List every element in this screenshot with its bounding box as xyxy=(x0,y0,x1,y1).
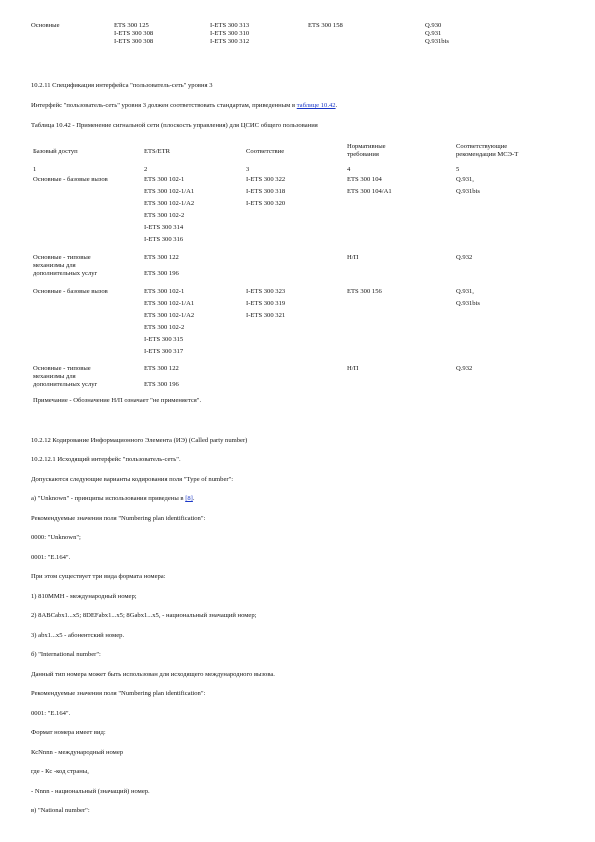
table-cell: Q.931, xyxy=(456,176,474,183)
label-line: Основные - типовые xyxy=(33,365,91,372)
paragraph: - Nnnn - национальный (значащий) номер. xyxy=(31,788,150,795)
top-table-cell: ETS 300 125 xyxy=(114,22,149,29)
paragraph: Данный тип номера может быть использован для исходящего международного вызова. xyxy=(31,671,275,678)
paragraph: в) "National number": xyxy=(31,807,90,814)
top-table-cell: I-ETS 300 308 xyxy=(114,30,154,37)
top-table-cell: I-ETS 300 313 xyxy=(210,22,250,29)
table-header-requirements xyxy=(347,143,386,159)
paragraph-text: а) "Unknown" - принципы использования приведены в xyxy=(31,495,184,502)
table-cell: Н/П xyxy=(347,365,359,372)
top-table-col1: Основные xyxy=(31,22,60,29)
label-line: механизмы для xyxy=(33,262,76,269)
subsection-heading: 10.2.12.1 Исходящий интерфейс "пользователь-сеть". xyxy=(31,456,181,463)
label-line: Основные - типовые xyxy=(33,254,91,261)
table-cell: ETS 300 122 xyxy=(144,365,179,372)
table-cell: I-ETS 300 322 xyxy=(246,176,286,183)
paragraph: 2) 8ABCabx1...x5; 8DEFabx1...x5; 8Gabx1...x5, - национальный значащий номер; xyxy=(31,612,257,619)
table-caption: Таблица 10.42 - Применение сигнальной сети (плоскость управления) для ЦСИС общего пользования xyxy=(31,122,318,129)
paragraph-text: Интерфейс "пользователь-сеть" уровня 3 должен соответствовать стандартам, приведенным в xyxy=(31,102,296,109)
group-label xyxy=(33,254,97,278)
paragraph: где - Кс -код страны, xyxy=(31,768,89,775)
table-cell: I-ETS 300 321 xyxy=(246,312,286,319)
table-cell: ETS 300 102-1 xyxy=(144,176,185,183)
paragraph: Допускаются следующие варианты кодирования поля "Type of number": xyxy=(31,476,234,483)
table-cell: I-ETS 300 319 xyxy=(246,300,286,307)
reference-link[interactable]: [8] xyxy=(185,495,193,502)
table-cell: ETS 300 104 xyxy=(347,176,382,183)
paragraph: 3) abx1...x5 - абонентский номер. xyxy=(31,632,125,639)
group-itu-list xyxy=(456,286,480,310)
table-cell: ETS 300 102-1 xyxy=(144,288,185,295)
top-table-cell: I-ETS 300 310 xyxy=(210,30,250,37)
header-line: Нормативные xyxy=(347,143,386,150)
table-cell: ETS 300 196 xyxy=(144,270,179,277)
paragraph: КсNnnn - международный номер xyxy=(31,749,124,756)
paragraph: б) "International number": xyxy=(31,651,101,658)
paragraph xyxy=(31,495,195,503)
table-cell: ETS 300 102-1/A2 xyxy=(144,312,195,319)
group-requirements-list xyxy=(347,174,392,198)
table-cell: I-ETS 300 314 xyxy=(144,224,184,231)
group-label: Основные - базовые вызов xyxy=(33,176,108,183)
table-header-conformance: Соответствие xyxy=(246,148,285,155)
column-number: 5 xyxy=(456,166,460,173)
table-cell: I-ETS 300 318 xyxy=(246,188,286,195)
label-line: дополнительных услуг xyxy=(33,381,98,388)
table-cell: Q.931bis xyxy=(456,188,480,195)
table-cell: I-ETS 300 315 xyxy=(144,336,184,343)
table-cell: ETS 300 156 xyxy=(347,288,382,295)
paragraph: 0000: "Unknown"; xyxy=(31,534,81,541)
paragraph-end: . xyxy=(192,495,195,502)
table-header-basic-access: Базовый доступ xyxy=(33,148,78,155)
table-cell: ETS 300 102-2 xyxy=(144,212,185,219)
table-cell: ETS 300 102-1/A1 xyxy=(144,188,195,195)
table-cell: ETS 300 196 xyxy=(144,381,179,388)
group-conformance-list xyxy=(246,174,285,210)
group-label: Основные - базовые вызов xyxy=(33,288,108,295)
group-ets-list xyxy=(144,286,194,358)
table-cell: ETS 300 122 xyxy=(144,254,179,261)
table-cell: ETS 300 102-2 xyxy=(144,324,185,331)
table-cell: Q.932 xyxy=(456,254,473,261)
group-itu-list xyxy=(456,174,480,198)
paragraph: При этом существует три вида формата номера: xyxy=(31,573,166,580)
paragraph-end: . xyxy=(335,102,338,109)
top-table-cell: Q.931bis xyxy=(425,38,449,45)
top-table-col2 xyxy=(114,22,153,46)
paragraph: 0001: "E.164". xyxy=(31,554,71,561)
group-label xyxy=(33,365,97,389)
label-line: механизмы для xyxy=(33,373,76,380)
table-cell: I-ETS 300 316 xyxy=(144,236,184,243)
table-cell: Q.931bis xyxy=(456,300,480,307)
group-requirements-list xyxy=(347,286,382,298)
paragraph: Рекомендуемые значения поля "Numbering plan identification": xyxy=(31,690,206,697)
paragraph: Формат номера имеет вид: xyxy=(31,729,106,736)
header-line: Соответствующие xyxy=(456,143,508,150)
top-table-col4: ETS 300 158 xyxy=(308,22,343,29)
column-number: 4 xyxy=(347,166,351,173)
table-cell: Н/П xyxy=(347,254,359,261)
header-line: рекомендации МСЭ-Т xyxy=(456,151,519,158)
section-paragraph xyxy=(31,102,337,110)
top-table-col3 xyxy=(210,22,249,46)
column-number: 3 xyxy=(246,166,250,173)
label-line: дополнительных услуг xyxy=(33,270,98,277)
table-header-ets: ETS/ETR xyxy=(144,148,171,155)
table-cell: Q.932 xyxy=(456,365,473,372)
table-10-42-link[interactable]: таблице 10.42 xyxy=(296,102,336,109)
table-cell: I-ETS 300 323 xyxy=(246,288,286,295)
column-number: 1 xyxy=(33,166,37,173)
top-table-cell: I-ETS 300 312 xyxy=(210,38,250,45)
table-cell: Q.931, xyxy=(456,288,474,295)
table-cell: ETS 300 102-1/A1 xyxy=(144,300,195,307)
table-note: Примечание - Обозначение Н/П означает "не применяется". xyxy=(33,397,202,404)
table-cell: I-ETS 300 320 xyxy=(246,200,286,207)
table-cell: ETS 300 104/A1 xyxy=(347,188,392,195)
paragraph: 0001: "E.164". xyxy=(31,710,71,717)
table-header-itu xyxy=(456,143,518,159)
top-table-cell: Q.931 xyxy=(425,30,442,37)
header-line: требования xyxy=(347,151,379,158)
paragraph: Рекомендуемые значения поля "Numbering plan identification": xyxy=(31,515,206,522)
table-cell: I-ETS 300 317 xyxy=(144,348,184,355)
top-table-cell: I-ETS 300 308 xyxy=(114,38,154,45)
group-conformance-list xyxy=(246,286,285,322)
section-heading-10-2-11: 10.2.11 Спецификация интерфейса "пользователь-сеть" уровня 3 xyxy=(31,82,213,89)
table-cell: ETS 300 102-1/A2 xyxy=(144,200,195,207)
top-table-cell: Q.930 xyxy=(425,22,442,29)
paragraph: 1) 810ММН - международный номер; xyxy=(31,593,137,600)
section-heading-10-2-12: 10.2.12 Кодирование Информационного Элемента (ИЭ) (Called party number) xyxy=(31,437,248,444)
top-table-col5 xyxy=(425,22,449,46)
column-number: 2 xyxy=(144,166,148,173)
group-ets-list xyxy=(144,174,194,246)
